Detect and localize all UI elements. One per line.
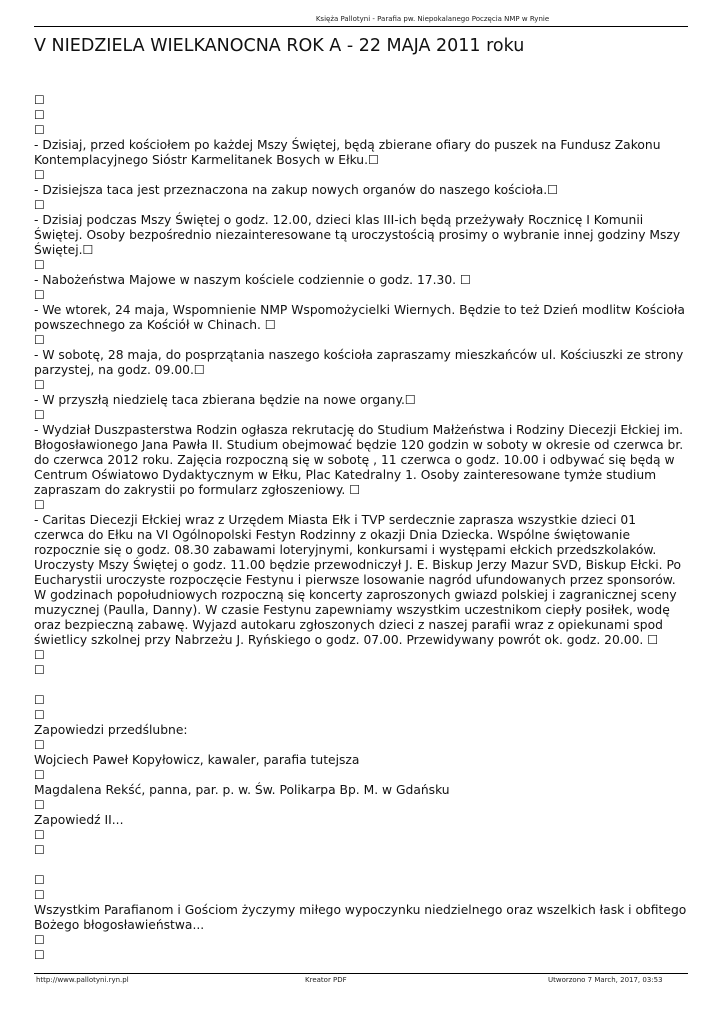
box-glyph: ☐ [34, 663, 45, 677]
empty-box-marker [34, 663, 690, 678]
announcement-paragraph: - Dzisiejsza taca jest przeznaczona na zakup nowych organów do naszego kościoła.☐ [34, 183, 559, 197]
box-glyph: ☐ [34, 198, 45, 212]
box-glyph: ☐ [34, 288, 45, 302]
page-title: V NIEDZIELA WIELKANOCNA ROK A - 22 MAJA 2011 roku [34, 36, 525, 56]
empty-box-marker [34, 738, 690, 753]
announcement-paragraph: - Caritas Diecezji Ełckiej wraz z Urzędem Miasta Ełk i TVP serdecznie zaprasza wszystkie dzieci 01 czerwca do Ełku na VI Ogólnopolski Festyn Rodzinny z okazji Dnia Dziecka. Wspólne świętowanie rozpocznie się o godz. 08.30 zabawami loteryjnymi, konkursami i występami ełckich przedszkolaków. Uroczysty Mszy Świętej o godz. 11.00 będzie przewodniczył J. E. Biskup Jerzy Mazur SVD, Biskup Ełcki. Po Eucharystii uroczyste rozpoczęcie Festynu i pierwsze losowanie nagród ufundowanych przez sponsorów. W godzinach popołudniowych rozpoczną się koncerty zaproszonych gwiazd polskiej i zagranicznej sceny muzycznej (Paulla, Danny). W czasie Festynu zapewniamy wszystkim uczestnikom ciepły posiłek, wodę oraz bezpieczną zabawę. Wyjazd autokaru zgłoszonych dzieci z naszej parafii wraz z opiekunami spod świetlicy szkolnej przy Nabrzeżu J. Ryńskiego o godz. 07.00. Przewidywany powrót ok. godz. 20.00. ☐ [34, 513, 681, 647]
box-glyph: ☐ [34, 108, 45, 122]
empty-box-marker [34, 948, 690, 963]
empty-box-marker [34, 378, 690, 393]
box-glyph: ☐ [34, 708, 45, 722]
box-glyph: ☐ [34, 693, 45, 707]
announcement-paragraph: - Nabożeństwa Majowe w naszym kościele codziennie o godz. 17.30. ☐ [34, 273, 472, 287]
empty-box-marker [34, 108, 690, 123]
closing-wishes: Wszystkim Parafianom i Gościom życzymy miłego wypoczynku niedzielnego oraz wszelkich łask i obfitego Bożego błogosławieństwa... [34, 903, 687, 932]
announcement-paragraph: - Dzisiaj, przed kościołem po każdej Mszy Świętej, będą zbierane ofiary do puszek na Fundusz Zakonu Kontemplacyjnego Sióstr Karmelitanek Bosych w Ełku.☐ [34, 138, 661, 167]
box-glyph: ☐ [34, 93, 45, 107]
banns-entry: Wojciech Paweł Kopyłowicz, kawaler, parafia tutejsza [34, 753, 360, 767]
box-glyph: ☐ [34, 948, 45, 962]
header-divider [34, 26, 688, 27]
announcement-paragraph: - W przyszłą niedzielę taca zbierana będzie na nowe organy.☐ [34, 393, 416, 407]
empty-box-marker [34, 708, 690, 723]
empty-box-marker [34, 693, 690, 708]
box-glyph: ☐ [34, 408, 45, 422]
empty-box-marker [34, 873, 690, 888]
empty-box-marker [34, 258, 690, 273]
empty-box-marker [34, 798, 690, 813]
box-glyph: ☐ [34, 168, 45, 182]
box-glyph: ☐ [34, 498, 45, 512]
box-glyph: ☐ [34, 768, 45, 782]
box-glyph: ☐ [34, 798, 45, 812]
box-glyph: ☐ [34, 843, 45, 857]
footer-created: Utworzono 7 March, 2017, 03:53 [548, 976, 663, 984]
blank-line [34, 678, 690, 693]
box-glyph: ☐ [34, 123, 45, 137]
banns-entry: Zapowiedź II... [34, 813, 124, 827]
box-glyph: ☐ [34, 828, 45, 842]
box-glyph: ☐ [34, 648, 45, 662]
empty-box-marker [34, 198, 690, 213]
box-glyph: ☐ [34, 873, 45, 887]
empty-box-marker [34, 333, 690, 348]
box-glyph: ☐ [34, 933, 45, 947]
box-glyph: ☐ [34, 333, 45, 347]
header-site-name: Księża Pallotyni - Parafia pw. Niepokalanego Poczęcia NMP w Rynie [315, 15, 550, 23]
empty-box-marker [34, 843, 690, 858]
blank-line [34, 858, 690, 873]
empty-box-marker [34, 168, 690, 183]
empty-box-marker [34, 123, 690, 138]
empty-box-marker [34, 828, 690, 843]
box-glyph: ☐ [34, 888, 45, 902]
banns-entry: Magdalena Rekść, panna, par. p. w. Św. Polikarpa Bp. M. w Gdańsku [34, 783, 450, 797]
empty-box-marker [34, 93, 690, 108]
empty-box-marker [34, 648, 690, 663]
empty-box-marker [34, 933, 690, 948]
announcements-body [34, 93, 690, 963]
announcement-paragraph: - W sobotę, 28 maja, do posprzątania naszego kościoła zapraszamy mieszkańców ul. Kościuszki ze strony parzystej, na godz. 09.00.☐ [34, 348, 684, 377]
banns-heading: Zapowiedzi przedślubne: [34, 723, 188, 737]
empty-box-marker [34, 768, 690, 783]
announcement-paragraph: - We wtorek, 24 maja, Wspomnienie NMP Wspomożycielki Wiernych. Będzie to też Dzień modlitw Kościoła powszechnego za Kościół w Chinach. ☐ [34, 303, 685, 332]
empty-box-marker [34, 408, 690, 423]
box-glyph: ☐ [34, 258, 45, 272]
box-glyph: ☐ [34, 378, 45, 392]
empty-box-marker [34, 498, 690, 513]
footer-url: http://www.pallotyni.ryn.pl [36, 976, 129, 984]
footer-divider [34, 973, 688, 974]
empty-box-marker [34, 888, 690, 903]
announcement-paragraph: - Wydział Duszpasterstwa Rodzin ogłasza rekrutację do Studium Małżeństwa i Rodziny Diecezji Ełckiej im. Błogosławionego Jana Pawła II. Studium obejmować będzie 120 godzin w soboty w okresie od czerwca br. do czerwca 2012 roku. Zajęcia rozpoczną się w sobotę , 11 czerwca o godz. 10.00 i odbywać się będą w Centrum Oświatowo Dydaktycznym w Ełku, Plac Katedralny 1. Osoby zainteresowane tymże studium zapraszam do zakrystii po formularz zgłoszeniowy. ☐ [34, 423, 684, 497]
box-glyph: ☐ [34, 738, 45, 752]
footer-generator: Kreator PDF [305, 976, 347, 984]
empty-box-marker [34, 288, 690, 303]
announcement-paragraph: - Dzisiaj podczas Mszy Świętej o godz. 12.00, dzieci klas III-ich będą przeżywały Rocznicę I Komunii Świętej. Osoby bezpośrednio niezainteresowane tą uroczystością prosimy o wybranie innej godziny Mszy Świętej.☐ [34, 213, 681, 257]
